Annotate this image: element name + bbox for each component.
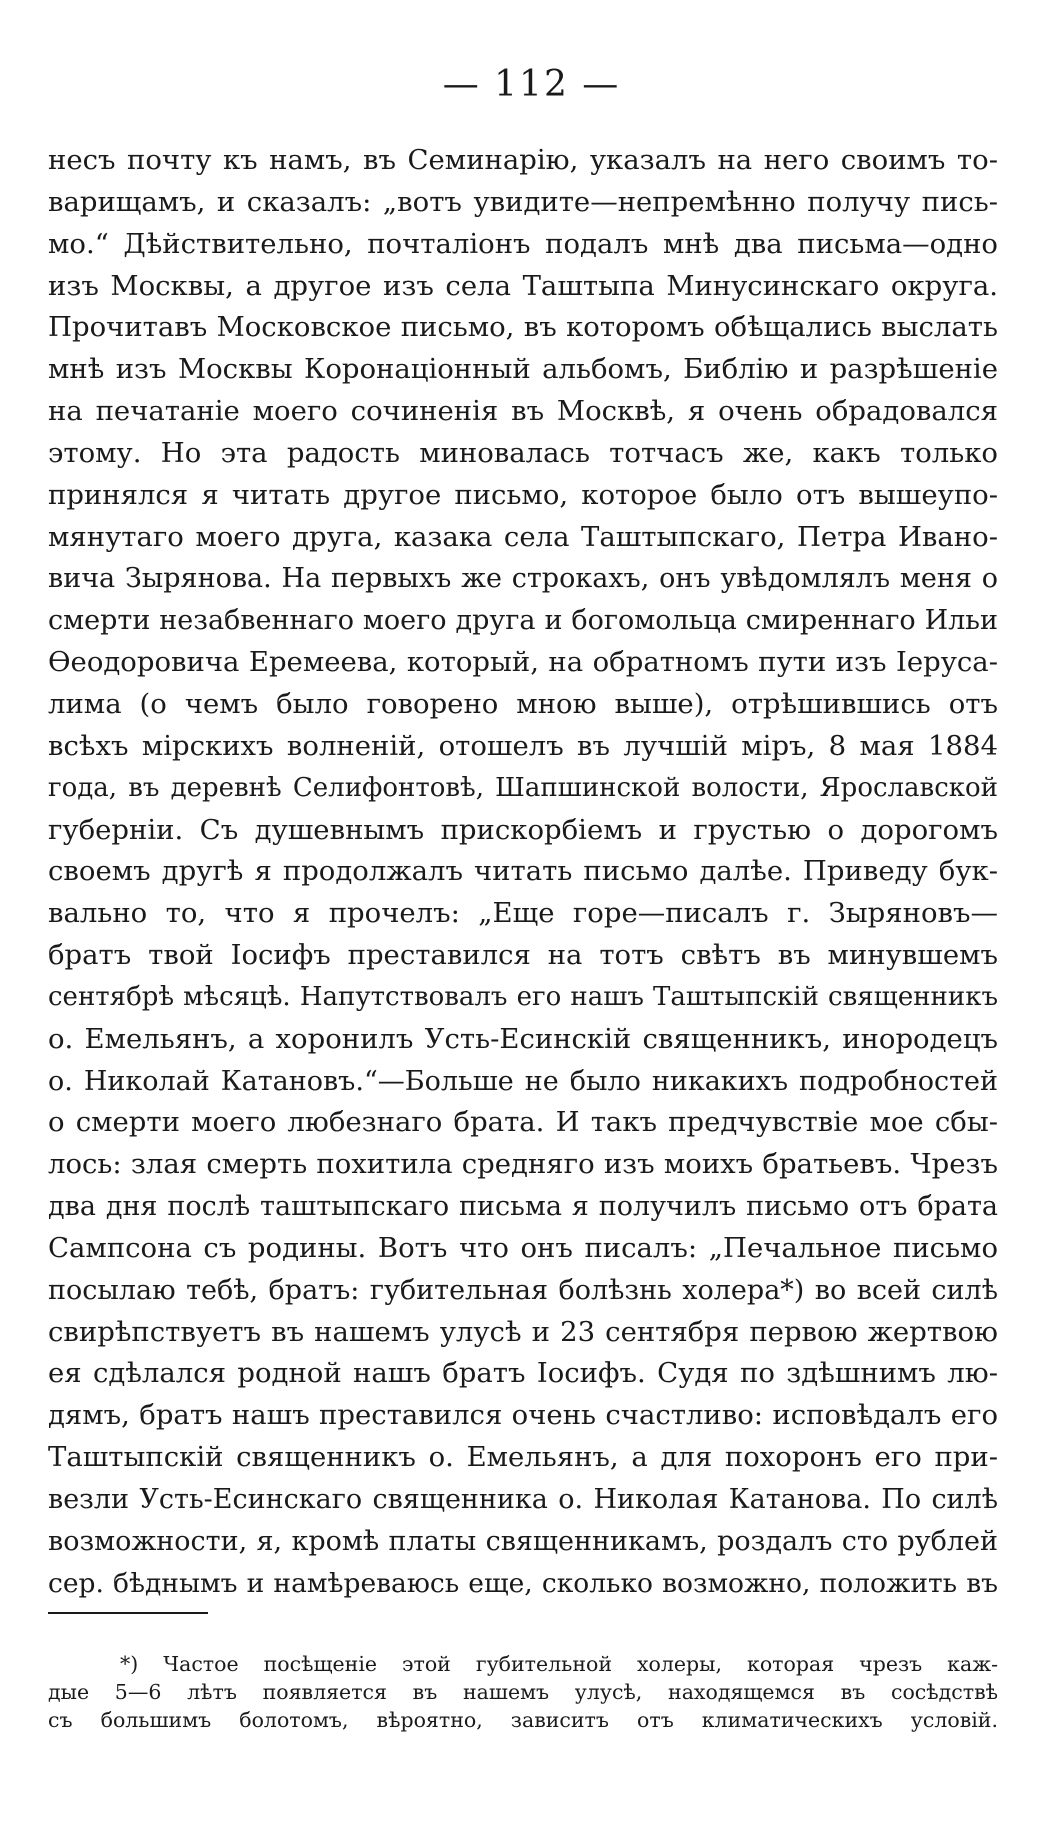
text-line: мянутаго моего друга, казака села Таштыпскаго, Петра Ивано-: [48, 520, 998, 553]
text-line: Сампсона съ родины. Вотъ что онъ писалъ: „Печальное письмо: [48, 1231, 998, 1264]
text-line: лось: злая смерть похитила средняго изъ моихъ братьевъ. Чрезъ: [48, 1148, 998, 1181]
footnote-divider: [48, 1612, 208, 1614]
text-line: этому. Но эта радость миновалась тотчасъ же, какъ только: [48, 436, 998, 469]
text-line: Таштыпскій священникъ о. Емельянъ, а для похоронъ его при-: [48, 1441, 998, 1474]
text-line: всѣхъ мірскихъ волненій, отошелъ въ лучшій міръ, 8 мая 1884: [48, 729, 998, 762]
text-line: года, въ деревнѣ Селифонтовѣ, Шапшинской волости, Ярославской: [48, 772, 998, 803]
text-line: сер. бѣднымъ и намѣреваюсь еще, сколько возможно, положить въ: [48, 1567, 998, 1599]
text-line: о. Емельянъ, а хоронилъ Усть-Есинскій священникъ, инородецъ: [48, 1022, 998, 1055]
text-line: свирѣпствуетъ въ нашемъ улусѣ и 23 сентября первою жертвою: [48, 1315, 998, 1348]
text-line: смерти незабвеннаго моего друга и богомольца смиреннаго Ильи: [48, 605, 998, 637]
text-line: варищамъ, и сказалъ: „вотъ увидите—непремѣнно получу пись-: [48, 185, 998, 218]
text-line: Прочитавъ Московское письмо, въ которомъ обѣщались выслать: [48, 311, 998, 344]
text-line: лима (о чемъ было говорено мною выше), отрѣшившись отъ: [48, 687, 998, 720]
text-line: о. Николай Катановъ.“—Больше не было никакихъ подробностей: [48, 1065, 998, 1097]
main-text: [48, 140, 998, 1605]
text-line: мо.“ Дѣйствительно, почталіонъ подалъ мнѣ два письма—одно: [48, 227, 998, 260]
text-line: изъ Москвы, а другое изъ села Таштыпа Минусинскаго округа.: [48, 269, 998, 302]
text-line: дямъ, братъ нашъ преставился очень счастливо: исповѣдалъ его: [48, 1399, 998, 1432]
text-line: своемъ другѣ я продолжалъ читать письмо далѣе. Приведу бук-: [48, 855, 998, 888]
text-line: два дня послѣ таштыпскаго письма я получилъ письмо отъ брата: [48, 1191, 998, 1223]
text-line: мнѣ изъ Москвы Коронаціонный альбомъ, Библію и разрѣшеніе: [48, 353, 998, 386]
text-line: Ѳеодоровича Еремеева, который, на обратномъ пути изъ Іеруса-: [48, 646, 998, 679]
text-line: братъ твой Іосифъ преставился на тотъ свѣтъ въ минувшемъ: [48, 939, 998, 972]
text-line: возможности, я, кромѣ платы священникамъ, роздалъ сто рублей: [48, 1525, 998, 1557]
text-line: везли Усть-Есинскаго священника о. Николая Катанова. По силѣ: [48, 1484, 998, 1515]
text-line: принялся я читать другое письмо, которое было отъ вышеупо-: [48, 478, 998, 511]
text-line: несъ почту къ намъ, въ Семинарію, указалъ на него своимъ то-: [48, 144, 998, 176]
text-line: на печатаніе моего сочиненія въ Москвѣ, я очень обрадовался: [48, 395, 998, 428]
footnote: [48, 1650, 998, 1734]
text-line: посылаю тебѣ, братъ: губительная болѣзнь холера*) во всей силѣ: [48, 1274, 998, 1306]
footnote-line: съ большимъ болотомъ, вѣроятно, зависитъ отъ климатическихъ условій.: [48, 1708, 998, 1732]
text-line: о смерти моего любезнаго брата. И такъ предчувствіе мое сбы-: [48, 1106, 998, 1139]
footnote-line: дые 5—6 лѣтъ появляется въ нашемъ улусѣ, находящемся въ сосѣдствѣ: [48, 1680, 998, 1704]
text-line: сентябрѣ мѣсяцѣ. Напутствовалъ его нашъ Таштыпскій священникъ: [48, 981, 998, 1012]
page-number: — 112 —: [442, 64, 621, 105]
text-line: губерніи. Съ душевнымъ прискорбіемъ и грустью о дорогомъ: [48, 813, 998, 846]
text-line: вально то, что я прочелъ: „Еще горе—писалъ г. Зыряновъ—: [48, 897, 998, 930]
footnote-line: *) Частое посѣщеніе этой губительной холеры, которая чрезъ каж-: [120, 1652, 998, 1676]
text-line: вича Зырянова. На первыхъ же строкахъ, онъ увѣдомлялъ меня о: [48, 563, 998, 595]
text-line: ея сдѣлался родной нашъ братъ Іосифъ. Судя по здѣшнимъ лю-: [48, 1357, 998, 1390]
